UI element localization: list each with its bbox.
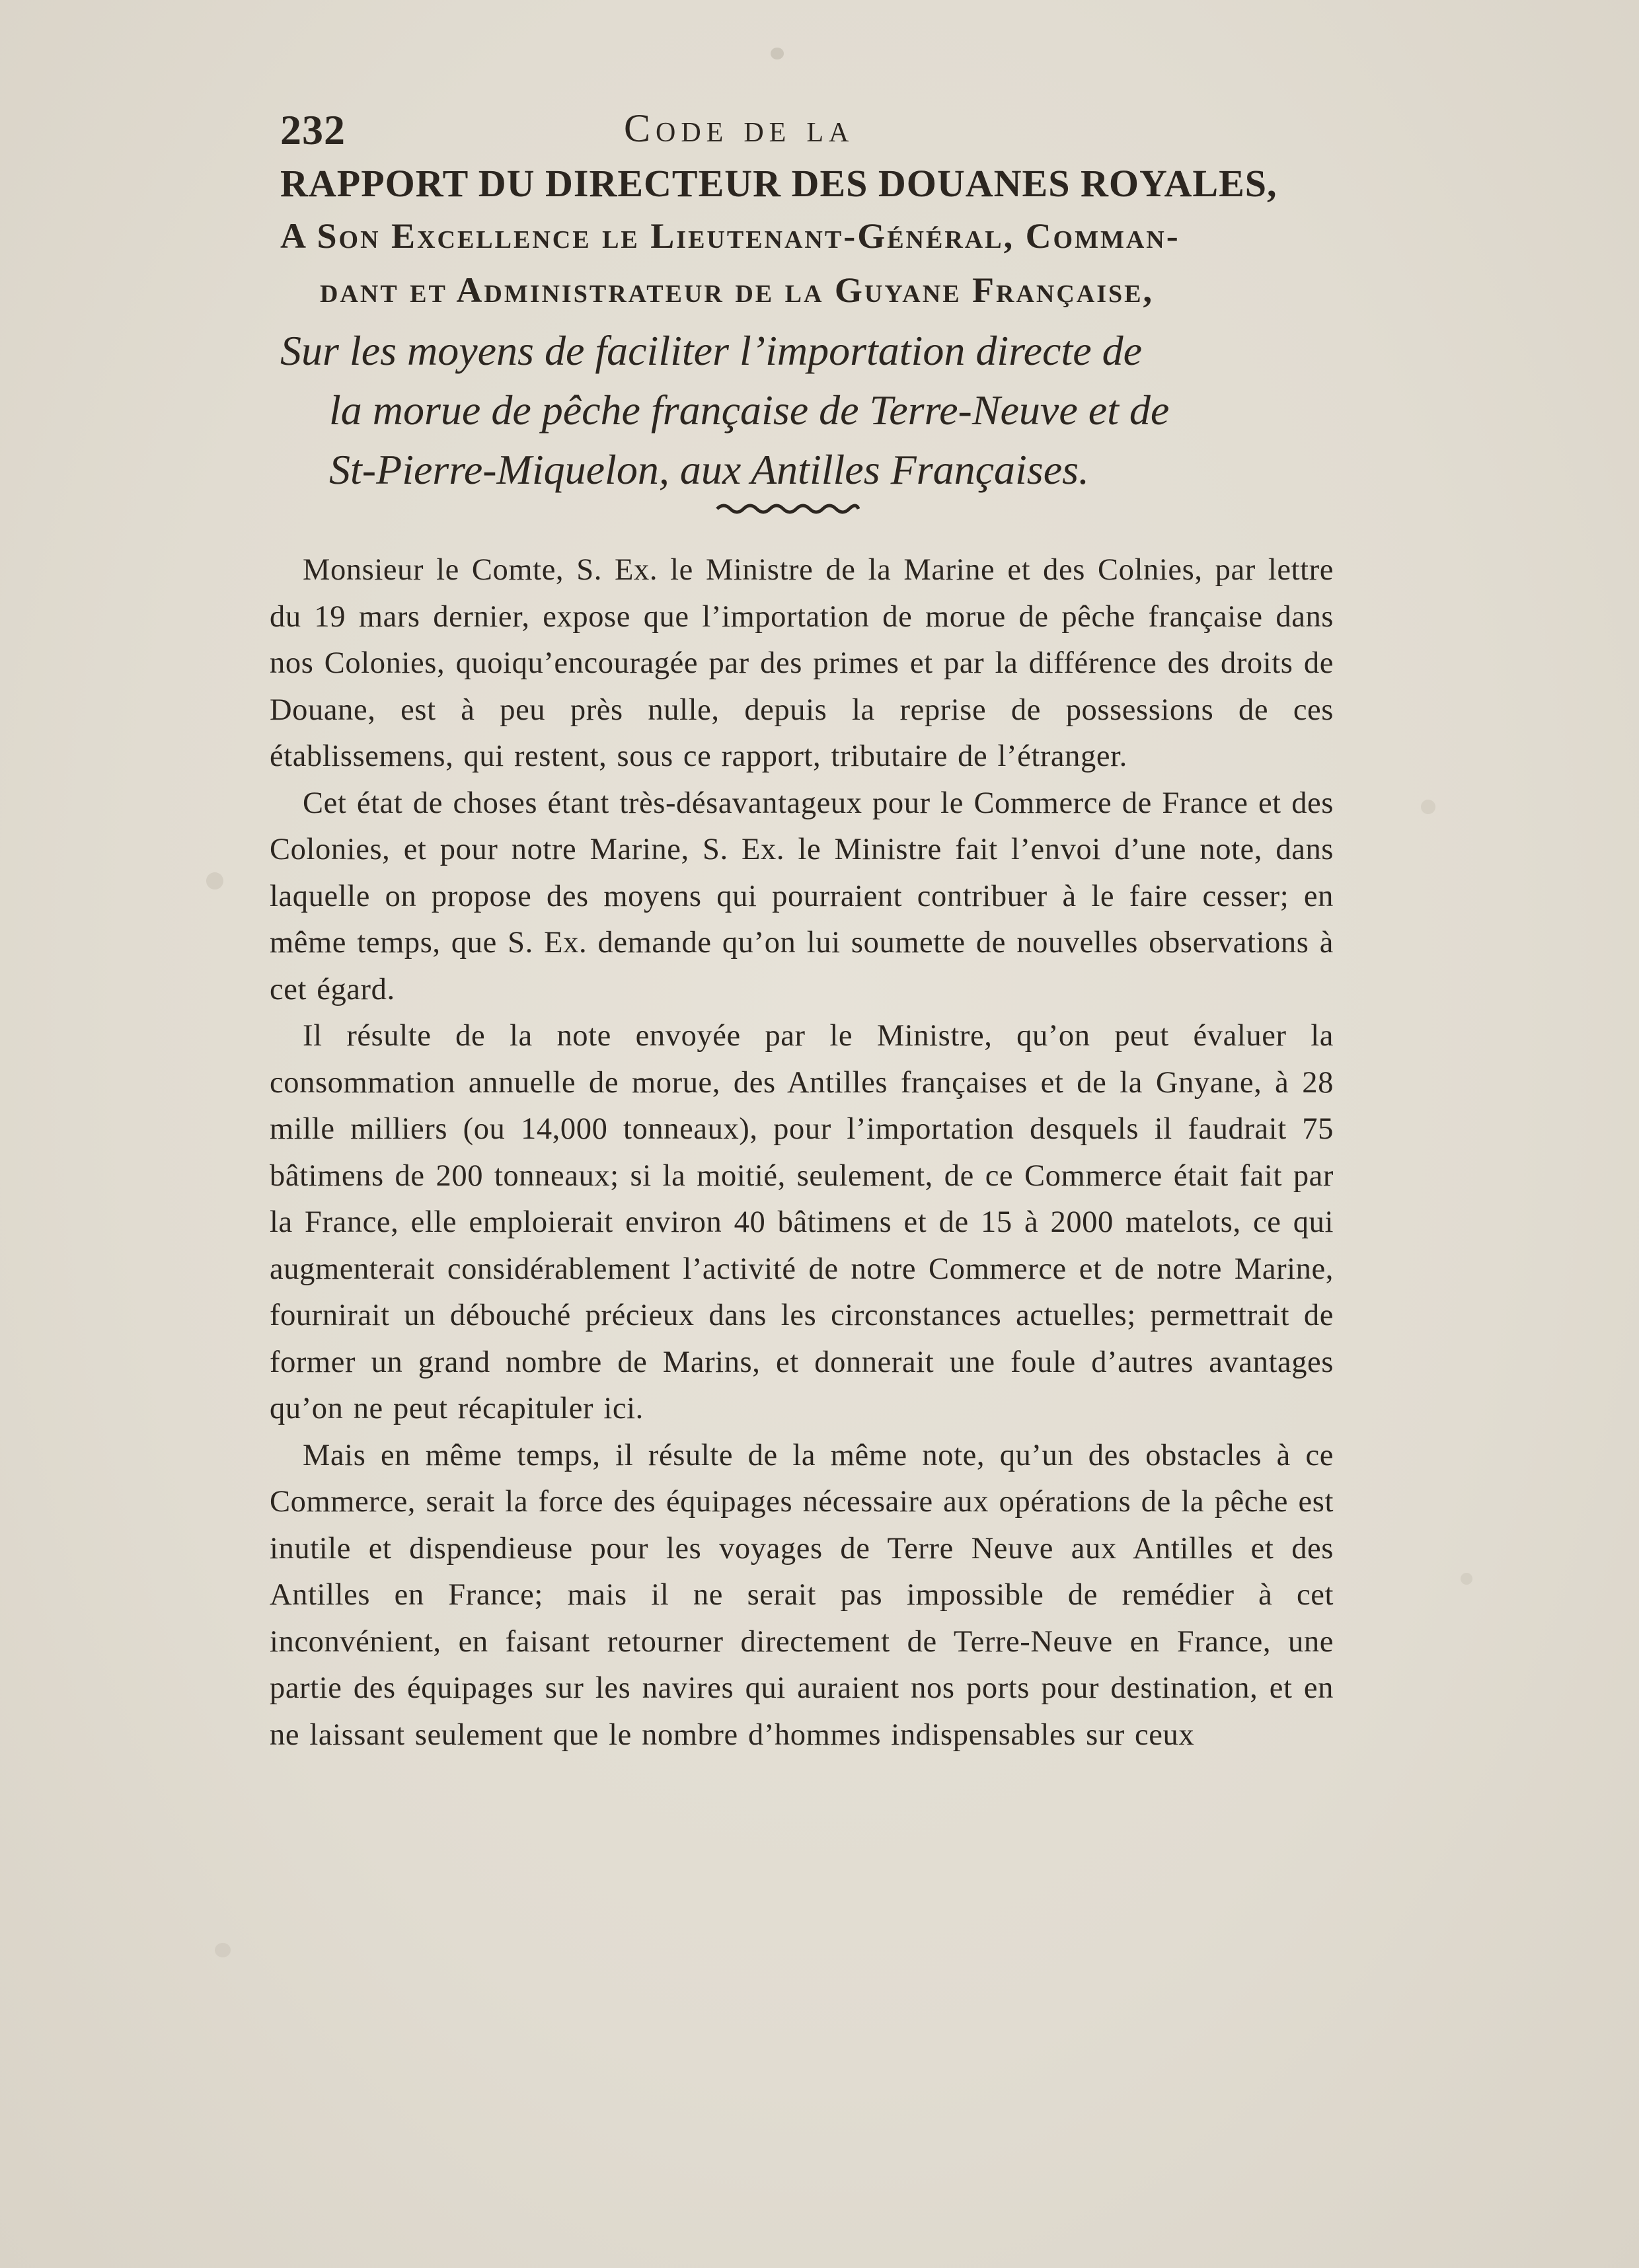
subject-line-3: St-Pierre-Miquelon, aux Antilles Françaises. (329, 446, 1089, 493)
report-heading (280, 159, 1344, 500)
report-addressee (280, 209, 1344, 317)
paragraph: Monsieur le Comte, S. Ex. le Ministre de la Marine et des Colnies, par lettre du 19 mars dernier, expose que l’importation de morue de pêche française dans nos Colonies, quoiqu’encouragée par des primes et par la différence des droits de Douane, est à peu près nulle, depuis la reprise de possessions de ces établissemens, qui restent, sous ce rapport, tributaire de l’étranger. (270, 553, 1334, 773)
running-title: Code de la (624, 106, 855, 150)
paragraph: Mais en même temps, il résulte de la même note, qu’un des obstacles à ce Commerce, serait la force des équipages nécessaire aux opérations de la pêche est inutile et dispendieuse pour les voyages de Terre Neuve aux Antilles et des Antilles en France; mais il ne serait pas impossible de remédier à cet inconvénient, en faisant retourner directement de Terre-Neuve en France, une partie des équipages sur les navires qui auraient nos ports pour destination, et en ne laissant seulement que le nombre d’hommes indispensables sur ceux (270, 1438, 1334, 1752)
subject-line-2: la morue de pêche française de Terre-Neuve et de (329, 387, 1170, 434)
paragraph: Il résulte de la note envoyée par le Ministre, qu’on peut évaluer la consommation annuelle de morue, des Antilles françaises et de la Gnyane, à 28 mille milliers (ou 14,000 tonneaux), pour l’importation desquels il faudrait 75 bâtimens de 200 tonneaux; si la moitié, seulement, de ce Commerce était fait par la France, elle emploierait environ 40 bâtimens et de 15 à 2000 matelots, ce qui augmenterait considérablement l’activité de notre Commerce et de notre Marine, fournirait un débouché précieux dans les circonstances actuelles; permettrait de former un grand nombre de Marins, et donnerait une foule d’autres avantages qu’on ne peut récapituler ici. (270, 1019, 1334, 1425)
running-head (280, 106, 1364, 159)
addressee-line-2: dant et Administrateur de la Guyane Française, (320, 270, 1154, 310)
addressee-line-1: A Son Excellence le Lieutenant-Général, Comman- (280, 216, 1180, 256)
body-text (270, 547, 1334, 1758)
page-number: 232 (280, 106, 346, 153)
ink-spot (1461, 1573, 1472, 1585)
report-subject (280, 321, 1344, 500)
report-title: RAPPORT DU DIRECTEUR DES DOUANES ROYALES, (280, 162, 1277, 205)
wavy-rule-ornament (716, 501, 860, 517)
paragraph: Cet état de choses étant très-désavantageux pour le Commerce de France et des Colonies, et pour notre Marine, S. Ex. le Ministre fait l’envoi d’une note, dans laquelle on propose des moyens qui pourraient contribuer à le faire cesser; en même temps, que S. Ex. demande qu’on lui soumette de nouvelles observations à cet égard. (270, 786, 1334, 1006)
ink-spot (1421, 800, 1435, 814)
ink-spot (215, 1943, 231, 1957)
ink-spot (771, 48, 784, 59)
subject-line-1: Sur les moyens de faciliter l’importation directe de (280, 327, 1143, 374)
ink-spot (206, 872, 223, 889)
